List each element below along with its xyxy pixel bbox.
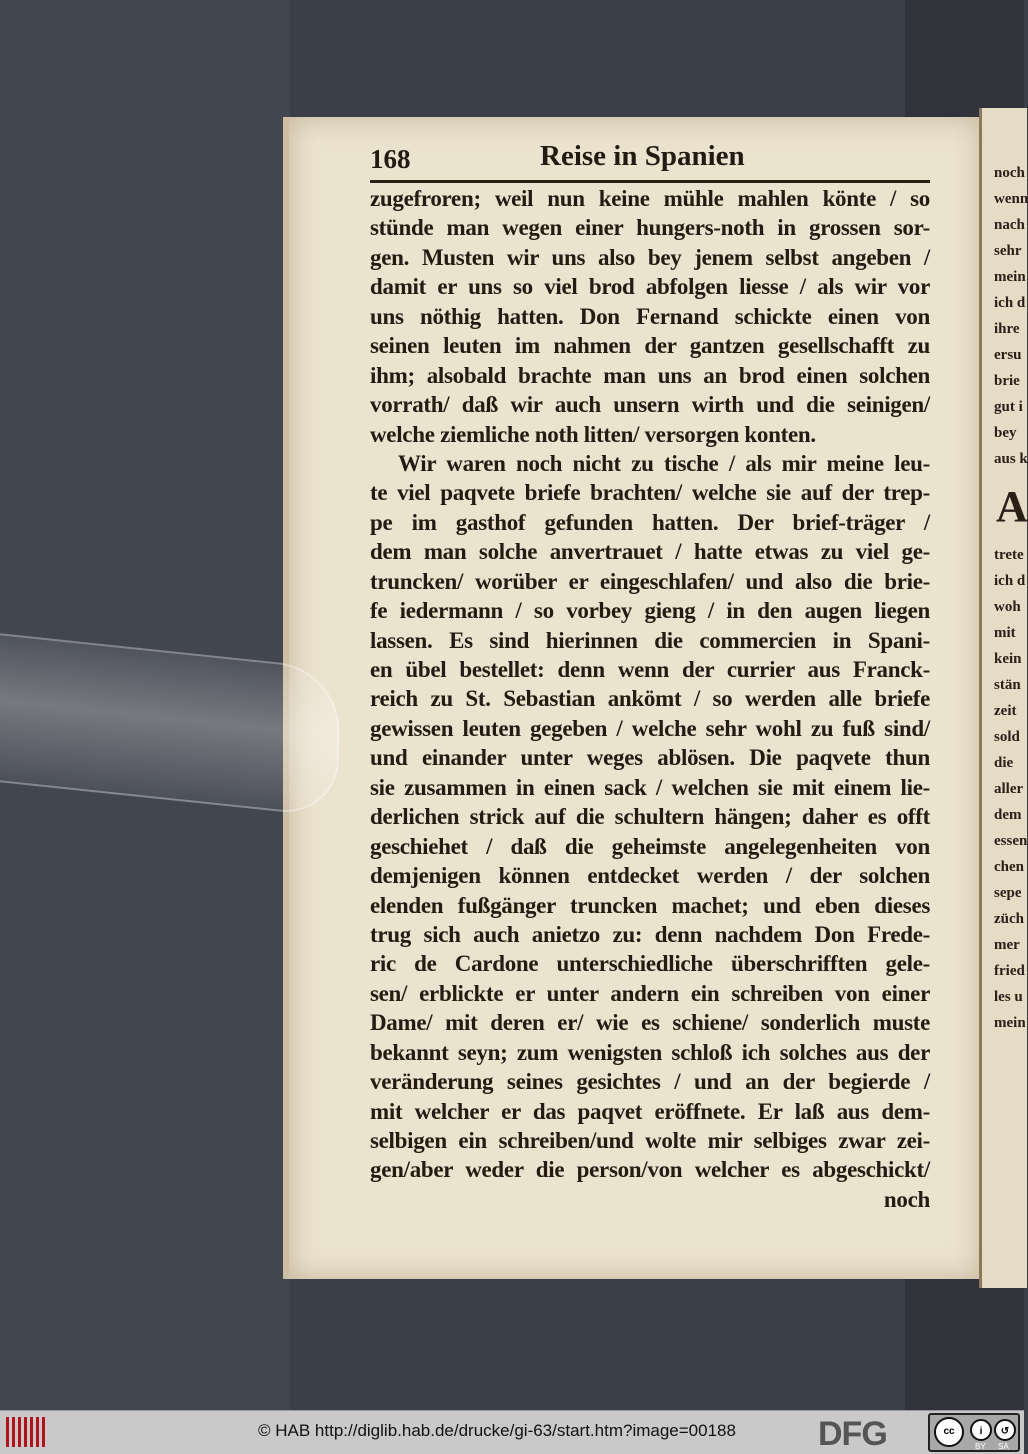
hab-logo-icon (6, 1417, 46, 1447)
facing-page-fragment: essen (994, 833, 1028, 849)
facing-page-fragment: bey (994, 425, 1017, 441)
by-label: BY (975, 1442, 986, 1451)
cc-icon: cc (934, 1417, 964, 1447)
facing-page-fragment: aus k (994, 451, 1028, 467)
text-line: pe im gasthof gefunden hatten. Der brief-träger / (370, 509, 930, 535)
facing-page-fragment: ich d (994, 573, 1026, 589)
facing-page-fragment: gut i (994, 399, 1023, 415)
facing-page-fragment: züch (994, 911, 1024, 927)
catchword: noch (883, 1186, 930, 1212)
facing-page-fragment: trete (994, 547, 1024, 563)
by-icon: i (970, 1419, 992, 1441)
text-line: trug sich auch anietzo zu: denn nachdem Don Frede- (370, 921, 930, 947)
sa-icon: ↺ (994, 1419, 1016, 1441)
facing-page-fragment: sepe (994, 885, 1022, 901)
body-text (370, 184, 930, 1214)
text-line: en übel bestellet: denn wenn der currier aus Franck- (370, 657, 930, 682)
facing-page-fragment: mein (994, 269, 1026, 285)
facing-page-fragment: wenn (994, 191, 1028, 207)
text-line: truncken/ worüber er eingeschlafen/ und also die brie- (370, 568, 930, 594)
text-line: fe iedermann / so vorbey gieng / in den augen liegen (370, 598, 930, 624)
text-line: veränderung seines gesichtes / und an der begierde / (370, 1069, 930, 1095)
facing-page-fragment: mit (994, 625, 1016, 641)
text-line: lassen. Es sind hierinnen die commercien in Spani- (370, 627, 930, 653)
text-line: gewissen leuten gegeben / welche sehr wohl zu fuß sind/ (370, 715, 930, 741)
cc-license-badge[interactable] (928, 1413, 1020, 1452)
text-line: stünde man wegen einer hungers-noth in grossen sor- (370, 215, 930, 241)
footer-bar (0, 1410, 1024, 1454)
facing-page-fragment: dem (994, 807, 1022, 823)
text-line: bekannt seyn; zum wenigsten schloß ich solches aus der (370, 1039, 930, 1065)
running-title: Reise in Spanien (540, 140, 745, 172)
facing-page-fragment: brie (994, 373, 1020, 389)
facing-page-fragment: kein (994, 651, 1022, 667)
text-line: derlichen strick auf die schultern hängen; daher es offt (370, 804, 930, 830)
facing-page-fragment: woh (994, 599, 1021, 615)
text-line: vorrath/ daß wir auch unsern wirth und die seinigen/ (370, 392, 930, 418)
copyright-link[interactable]: © HAB http://diglib.hab.de/drucke/gi-63/start.htm?image=00188 (258, 1421, 736, 1440)
facing-page-fragment: A (996, 482, 1028, 531)
text-line: uns nöthig hatten. Don Fernand schickte einen von (370, 303, 930, 329)
text-line: gen. Musten wir uns also bey jenem selbst angeben / (370, 244, 930, 270)
text-line: sen/ erblickte er unter andern ein schreiben von einer (370, 980, 930, 1006)
text-line: geschiehet / daß die geheimste angelegenheiten von (370, 833, 930, 859)
text-line: dem man solche anvertrauet / hatte etwas zu viel ge- (370, 539, 930, 565)
facing-page-fragment: ich d (994, 295, 1026, 311)
facing-page-fragment: les u (994, 989, 1023, 1005)
facing-page-fragment: fried (994, 963, 1025, 979)
text-line: ric de Cardone unterschiedliche überschrifften gele- (370, 951, 930, 977)
facing-page-fragment: aller (994, 781, 1024, 797)
text-line: Wir waren noch nicht zu tische / als mir meine leu- (398, 450, 930, 476)
facing-page-fragment: chen (994, 859, 1024, 875)
text-line: te viel paqvete briefe brachten/ welche sie auf der trep- (370, 480, 930, 506)
text-line: selbigen ein schreiben/und wolte mir selbiges zwar zei- (370, 1128, 930, 1153)
facing-page-fragment: die (994, 755, 1014, 771)
text-line: gen/aber weder die person/von welcher es abgeschickt/ (370, 1157, 930, 1183)
facing-page-fragment: nach (994, 217, 1025, 233)
text-line: Dame/ mit deren er/ wie es schiene/ sonderlich muste (370, 1010, 930, 1036)
text-line: zugefroren; weil nun keine mühle mahlen könte / so (370, 186, 930, 211)
text-line: und einander unter weges ablösen. Die paqvete thun (370, 745, 930, 771)
text-line: demjenigen können entdecket werden / der solchen (370, 863, 930, 889)
text-line: reich zu St. Sebastian ankömt / so werden alle briefe (370, 686, 930, 712)
page-number: 168 (370, 144, 411, 174)
text-line: welche ziemliche noth litten/ versorgen konten. (370, 421, 816, 447)
facing-page-fragment: ersu (994, 347, 1022, 363)
text-line: seinen leuten im nahmen der gantzen gesellschafft zu (370, 333, 930, 359)
page-header (370, 140, 930, 183)
text-line: elenden fußgänger truncken machet; und eben dieses (370, 892, 930, 918)
facing-page-fragment: sold (994, 729, 1020, 745)
facing-page-fragment: noch (994, 165, 1025, 181)
text-line: sie zusammen in einen sack / welchen sie mit einem lie- (370, 774, 930, 800)
sa-label: SA (998, 1442, 1009, 1451)
facing-page-fragment: mein (994, 1015, 1026, 1031)
facing-page-edge (979, 108, 1027, 1288)
facing-page-fragment: mer (994, 937, 1020, 953)
text-line: ihm; alsobald brachte man uns an brod einen solchen (370, 362, 930, 388)
facing-page-fragment: zeit (994, 703, 1017, 719)
facing-page-fragment: sehr (994, 243, 1022, 259)
text-line: damit er uns so viel brod abfolgen liesse / als wir vor (370, 274, 930, 300)
text-line: mit welcher er das paqvet eröffnete. Er laß aus dem- (370, 1098, 930, 1124)
facing-page-fragment: ihre (994, 321, 1020, 337)
facing-page-fragment: stän (994, 677, 1021, 693)
dfg-logo: DFG (818, 1415, 887, 1453)
